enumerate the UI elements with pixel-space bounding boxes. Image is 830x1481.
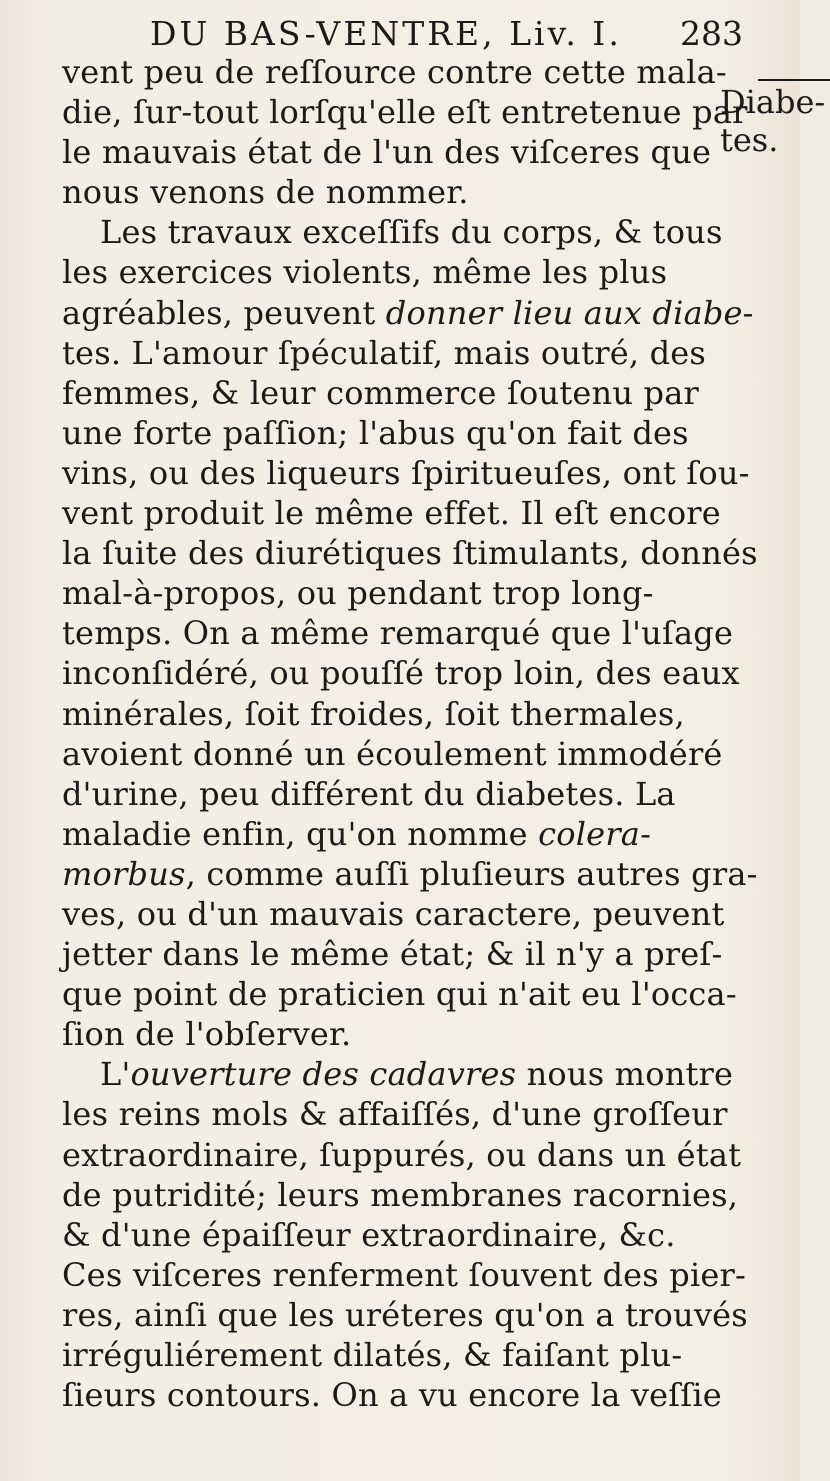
running-header xyxy=(150,14,743,53)
text-line xyxy=(62,814,792,854)
text-line xyxy=(62,1054,792,1094)
text-line: d'urine, peu différent du diabetes. La xyxy=(62,774,676,813)
text-line: vent peu de reſſource contre cette mala- xyxy=(62,53,727,91)
margin-note-text-2: tes. xyxy=(720,121,779,159)
text-segment: maladie enfin, qu'on nomme xyxy=(62,814,528,853)
text-line: ves, ou d'un mauvais caractere, peuvent xyxy=(62,894,725,933)
text-line: tes. L'amour ſpéculatif, mais outré, des xyxy=(62,333,707,372)
margin-note-text: Diabe- xyxy=(720,83,826,121)
page-number: 283 xyxy=(680,14,743,53)
text-line: ſieurs contours. On a vu encore la veſſie xyxy=(62,1376,722,1415)
text-line: temps. On a même remarqué que l'uſage xyxy=(62,614,734,653)
text-line: Les travaux exceſſifs du corps, & tous xyxy=(100,213,723,252)
italic-phrase: donner lieu aux diabe- xyxy=(385,293,754,332)
text-line: que point de praticien qui n'ait eu l'occa- xyxy=(62,975,737,1014)
italic-phrase: ouverture des cadavres xyxy=(130,1055,517,1094)
text-line: res, ainſi que les uréteres qu'on a trouvés xyxy=(62,1295,748,1334)
text-line: le mauvais état de l'un des viſceres que xyxy=(62,133,712,172)
text-line: les reins mols & affaiſſés, d'une groſſeur xyxy=(62,1095,728,1134)
text-segment: , comme auſſi pluſieurs autres gra- xyxy=(185,854,758,893)
text-line: mal-à-propos, ou pendant trop long- xyxy=(62,574,654,613)
text-line: une forte paſſion; l'abus qu'on fait des xyxy=(62,413,689,452)
text-line: inconſidéré, ou pouſſé trop loin, des eaux xyxy=(62,654,740,693)
text-line: irréguliérement dilatés, & faiſant plu- xyxy=(62,1336,683,1374)
text-line: les exercices violents, même les plus xyxy=(62,253,668,292)
text-line: de putridité; leurs membranes racornies, xyxy=(62,1175,739,1214)
text-line: minérales, ſoit froides, ſoit thermales, xyxy=(62,694,685,733)
text-line: avoient donné un écoulement immodéré xyxy=(62,734,723,773)
text-line: nous venons de nommer. xyxy=(62,173,469,212)
text-line: extraordinaire, ſuppurés, ou dans un état xyxy=(62,1135,742,1174)
text-segment: agréables, peuvent xyxy=(62,293,376,332)
text-line: vins, ou des liqueurs ſpiritueuſes, ont ſou- xyxy=(62,453,750,492)
text-line xyxy=(62,854,792,894)
body-text xyxy=(62,52,792,1415)
text-line: die, ſur-tout lorſqu'elle eſt entretenue par xyxy=(62,93,748,132)
text-line: jetter dans le même état; & il n'y a preſ- xyxy=(62,935,723,974)
italic-phrase: morbus xyxy=(62,854,186,893)
text-line: femmes, & leur commerce ſoutenu par xyxy=(62,373,699,412)
text-segment: nous montre xyxy=(516,1055,734,1094)
text-segment: L' xyxy=(100,1055,131,1094)
text-line: Ces viſceres renferment ſouvent des pier- xyxy=(62,1255,747,1294)
text-line: la ſuite des diurétiques ſtimulants, donnés xyxy=(62,534,758,573)
text-line: & d'une épaiſſeur extraordinaire, &c. xyxy=(62,1215,676,1254)
italic-phrase: colera- xyxy=(538,814,652,853)
text-line: ſion de l'obſerver. xyxy=(62,1015,352,1054)
text-line xyxy=(62,293,792,333)
running-title: DU BAS-VENTRE, Liv. I. xyxy=(150,14,622,53)
text-line: vent produit le même effet. Il eſt encore xyxy=(62,494,721,533)
